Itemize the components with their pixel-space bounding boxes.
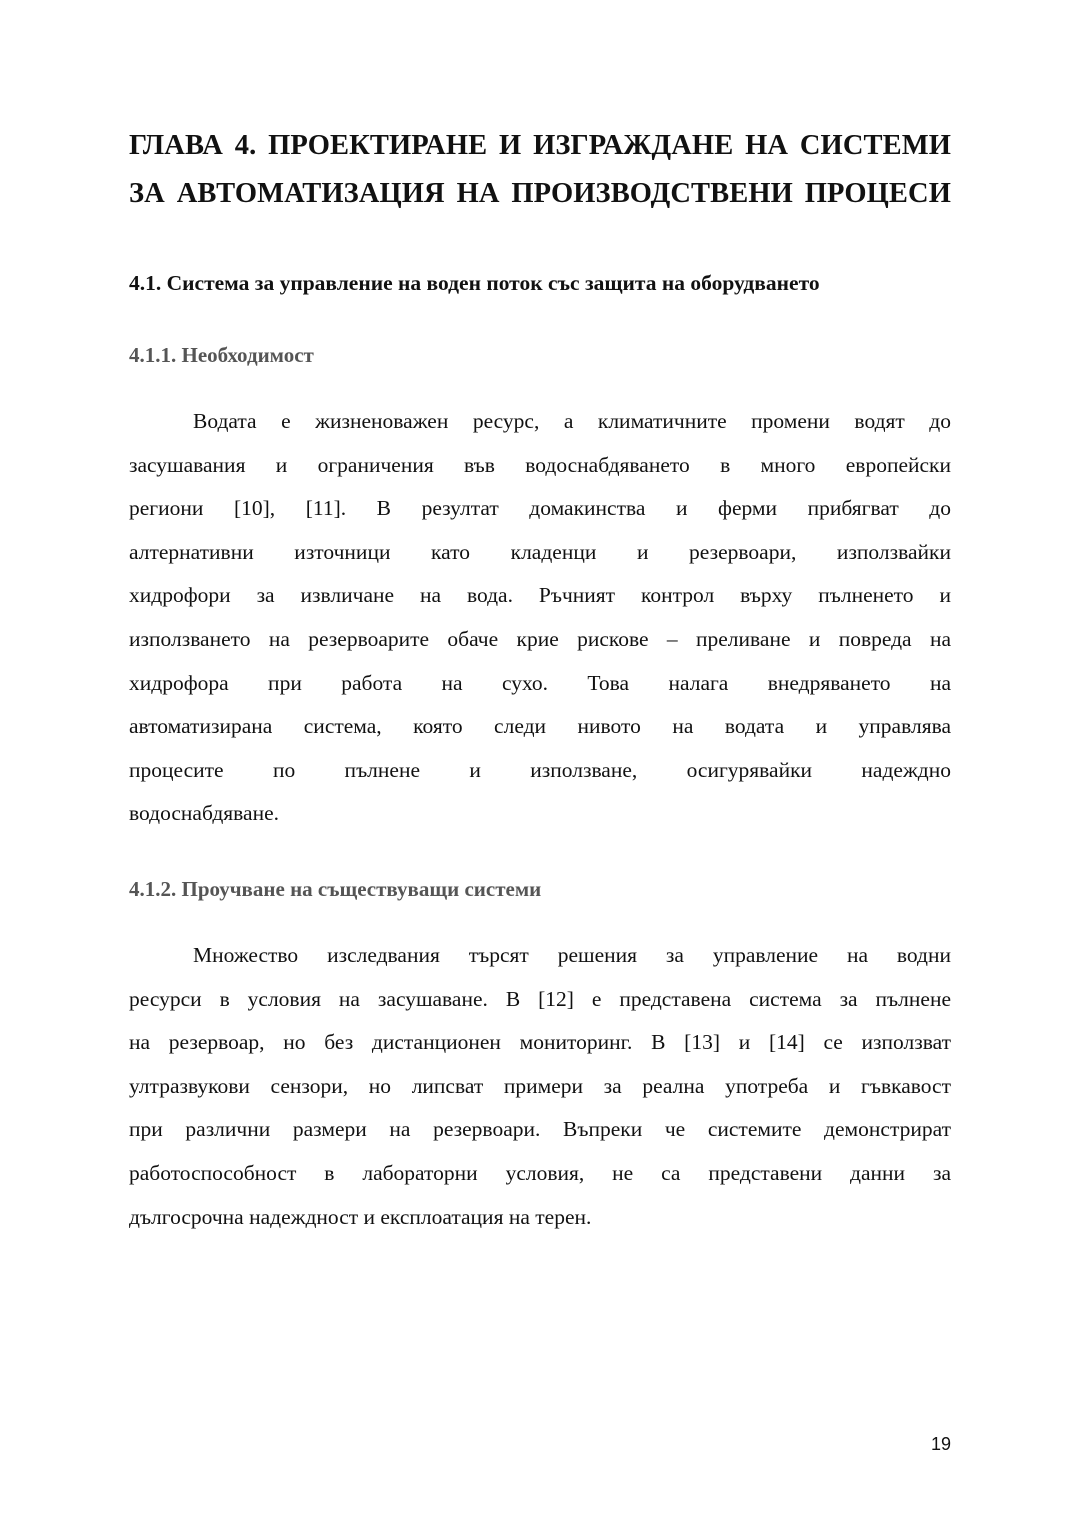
paragraph-line: на резервоар, но без дистанционен мониторинг. В [13] и [14] се използват bbox=[129, 1030, 951, 1055]
paragraph-line: дългосрочна надеждност и експлоатация на терен. bbox=[129, 1204, 592, 1229]
paragraph-existing-systems bbox=[129, 934, 951, 1239]
chapter-title-line-2: ЗА АВТОМАТИЗАЦИЯ НА ПРОИЗВОДСТВЕНИ ПРОЦЕСИ bbox=[129, 178, 951, 209]
paragraph-line: водоснабдяване. bbox=[129, 801, 280, 826]
paragraph-line: ресурси в условия на засушаване. В [12] е представена система за пълнене bbox=[129, 986, 951, 1011]
paragraph-line: засушавания и ограничения във водоснабдяването в много европейски bbox=[129, 452, 951, 477]
paragraph-line: процесите по пълнене и използване, осигурявайки надеждно bbox=[129, 757, 951, 782]
paragraph-line: Множество изследвания търсят решения за управление на водни bbox=[193, 943, 951, 967]
paragraph-line: хидрофора при работа на сухо. Това налага внедряването на bbox=[129, 670, 951, 695]
paragraph-line: Водата е жизненоважен ресурс, а климатичните промени водят до bbox=[193, 409, 951, 433]
paragraph-line: използването на резервоарите обаче крие рискове – преливане и повреда на bbox=[129, 626, 951, 651]
paragraph-necessity bbox=[129, 400, 951, 836]
paragraph-line: ултразвукови сензори, но липсват примери за реална употреба и гъвкавост bbox=[129, 1073, 951, 1098]
page-number: 19 bbox=[930, 1434, 951, 1454]
paragraph-line: работоспособност в лабораторни условия, не са представени данни за bbox=[129, 1160, 951, 1185]
paragraph-line: автоматизирана система, която следи нивото на водата и управлява bbox=[129, 714, 951, 739]
paragraph-line: алтернативни източници като кладенци и резервоари, използвайки bbox=[129, 539, 951, 564]
chapter-title-line-1: ГЛАВА 4. ПРОЕКТИРАНЕ И ИЗГРАЖДАНЕ НА СИСТЕМИ bbox=[129, 130, 951, 161]
paragraph-line: хидрофори за извличане на вода. Ръчният контрол върху пълненето и bbox=[129, 583, 951, 608]
paragraph-line: при различни размери на резервоари. Въпреки че системите демонстрират bbox=[129, 1117, 951, 1142]
subsection-title-necessity: 4.1.1. Необходимост bbox=[129, 343, 314, 367]
section-title: 4.1. Система за управление на воден поток със защита на оборудването bbox=[129, 271, 820, 295]
subsection-title-existing-systems: 4.1.2. Проучване на съществуващи системи bbox=[129, 877, 542, 901]
chapter-title bbox=[129, 122, 951, 218]
paragraph-line: региони [10], [11]. В резултат домакинства и ферми прибягват до bbox=[129, 496, 951, 521]
